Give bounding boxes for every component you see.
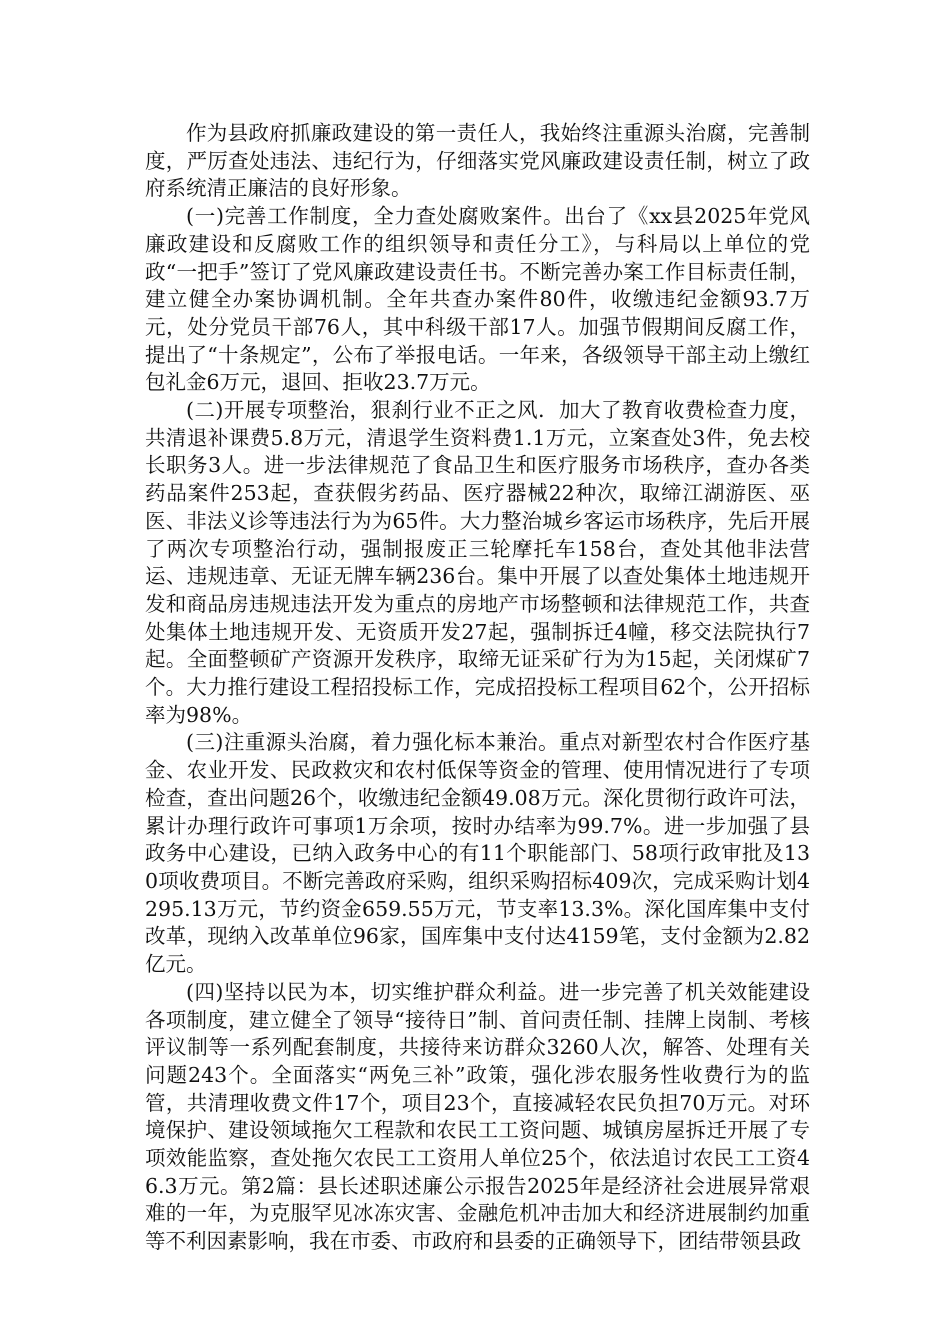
- paragraph-section-4: (四)坚持以民为本，切实维护群众利益。进一步完善了机关效能建设各项制度，建立健全了领导“接待日”制、首问责任制、挂牌上岗制、考核评议制等一系列配套制度，共接待来访群众3260人次，解答、处理有关问题243个。全面落实“两免三补”政策，强化涉农服务性收费行为的监管，共清理收费文件17个，项目23个，直接减轻农民负担70万元。对环境保护、建设领域拖欠工程款和农民工工资问题、城镇房屋拆迁开展了专项效能监察，查处拖欠农民工工资用人单位25个，依法追讨农民工工资46.3万元。第2篇：县长述职述廉公示报告2025年是经济社会进展异常艰难的一年，为克服罕见冰冻灾害、金融危机冲击加大和经济进展制约加重等不利因素影响，我在市委、市政府和县委的正确领导下，团结带领县政: [145, 979, 810, 1254]
- paragraph-intro: 作为县政府抓廉政建设的第一责任人，我始终注重源头治腐，完善制度，严厉查处违法、违纪行为，仔细落实党风廉政建设责任制，树立了政府系统清正廉洁的良好形象。: [145, 121, 810, 201]
- paragraph-section-3: (三)注重源头治腐，着力强化标本兼治。重点对新型农村合作医疗基金、农业开发、民政救灾和农村低保等资金的管理、使用情况进行了专项检查，查出问题26个，收缴违纪金额49.08万元。深化贯彻行政许可法，累计办理行政许可事项1万余项，按时办结率为99.7%。进一步加强了县政务中心建设，已纳入政务中心的有11个职能部门、58项行政审批及130项收费项目。不断完善政府采购，组织采购招标409次，完成采购计划4295.13万元，节约资金659.55万元，节支率13.3%。深化国库集中支付改革，现纳入改革单位96家，国库集中支付达4159笔，支付金额为2.82亿元。: [145, 730, 810, 977]
- document-body: [145, 120, 810, 1256]
- paragraph-section-1: (一)完善工作制度，全力查处腐败案件。出台了《xx县2025年党风廉政建设和反腐败工作的组织领导和责任分工》，与科局以上单位的党政“一把手”签订了党风廉政建设责任书。不断完善办案工作目标责任制，建立健全办案协调机制。全年共查办案件80件，收缴违纪金额93.7万元，处分党员干部76人，其中科级干部17人。加强节假期间反腐工作，提出了“十条规定”，公布了举报电话。一年来，各级领导干部主动上缴红包礼金6万元，退回、拒收23.7万元。: [145, 204, 810, 395]
- paragraph-section-2: (二)开展专项整治，狠刹行业不正之风．加大了教育收费检查力度，共清退补课费5.8万元，清退学生资料费1.1万元，立案查处3件，免去校长职务3人。进一步法律规范了食品卫生和医疗服务市场秩序，查办各类药品案件253起，查获假劣药品、医疗器械22种次，取缔江湖游医、巫医、非法义诊等违法行为为65件。大力整治城乡客运市场秩序，先后开展了两次专项整治行动，强制报废正三轮摩托车158台，查处其他非法营运、违规违章、无证无牌车辆236台。集中开展了以查处集体土地违规开发和商品房违规违法开发为重点的房地产市场整顿和法律规范工作，共查处集体土地违规开发、无资质开发27起，强制拆迁4幢，移交法院执行7起。全面整顿矿产资源开发秩序，取缔无证采矿行为为15起，关闭煤矿7个。大力推行建设工程招投标工作，完成招投标工程项目62个，公开招标率为98%。: [145, 398, 810, 727]
